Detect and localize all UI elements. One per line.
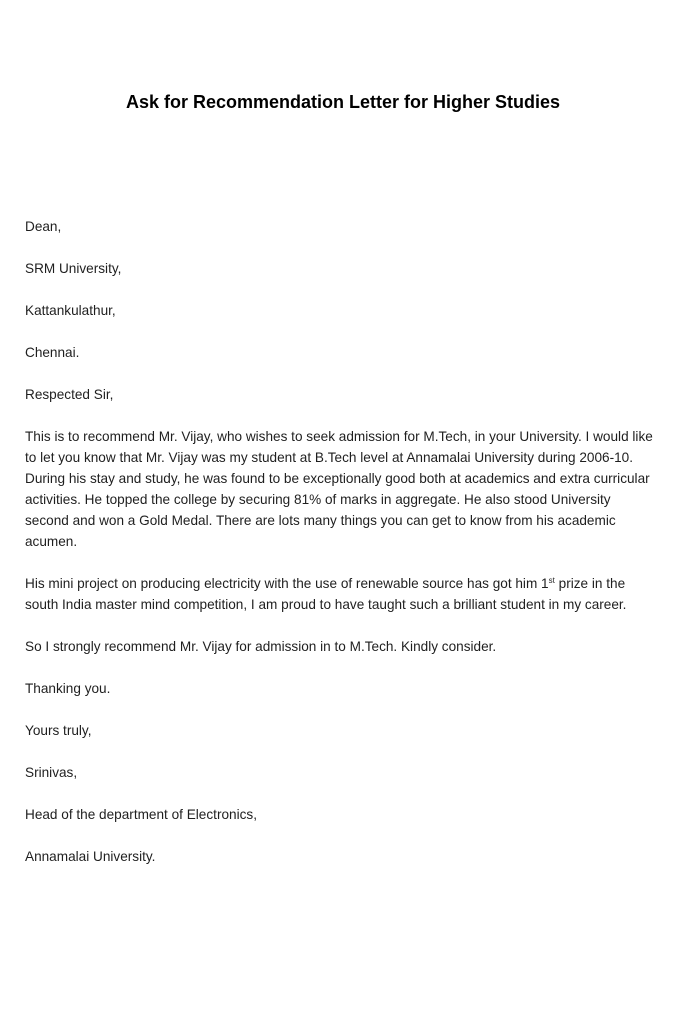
recipient-city: Chennai. (25, 345, 80, 360)
letter-body (25, 216, 657, 888)
recipient-locality: Kattankulathur, (25, 303, 116, 318)
paragraph-project (25, 573, 657, 615)
signer-institution: Annamalai University. (25, 849, 156, 864)
ordinal-superscript: st (548, 576, 555, 585)
recipient-title: Dean, (25, 219, 62, 234)
closing-thanks: Thanking you. (25, 681, 111, 696)
recipient-university: SRM University, (25, 261, 122, 276)
paragraph-project-before: His mini project on producing electricity with the use of renewable source has got him 1 (25, 576, 549, 591)
paragraph-conclusion: So I strongly recommend Mr. Vijay for admission in to M.Tech. Kindly consider. (25, 639, 497, 654)
closing-signoff: Yours truly, (25, 723, 92, 738)
page-title: Ask for Recommendation Letter for Higher Studies (125, 92, 561, 112)
paragraph-recommendation: This is to recommend Mr. Vijay, who wishes to seek admission for M.Tech, in your University. I would like to let you know that Mr. Vijay was my student at B.Tech level at Annamalai University during 2006-10. During his stay and study, he was found to be exceptionally good both at academics and extra curricular activities. He topped the college by securing 81% of marks in aggregate. He also stood University second and won a Gold Medal. There are lots many things you can get to know from his academic acumen. (25, 429, 653, 549)
salutation: Respected Sir, (25, 387, 114, 402)
signer-designation: Head of the department of Electronics, (25, 807, 257, 822)
signer-name: Srinivas, (25, 765, 78, 780)
paragraph-project-after: prize in the south India master mind competition, I am proud to have taught such a brilliant student in my career. (25, 576, 627, 612)
